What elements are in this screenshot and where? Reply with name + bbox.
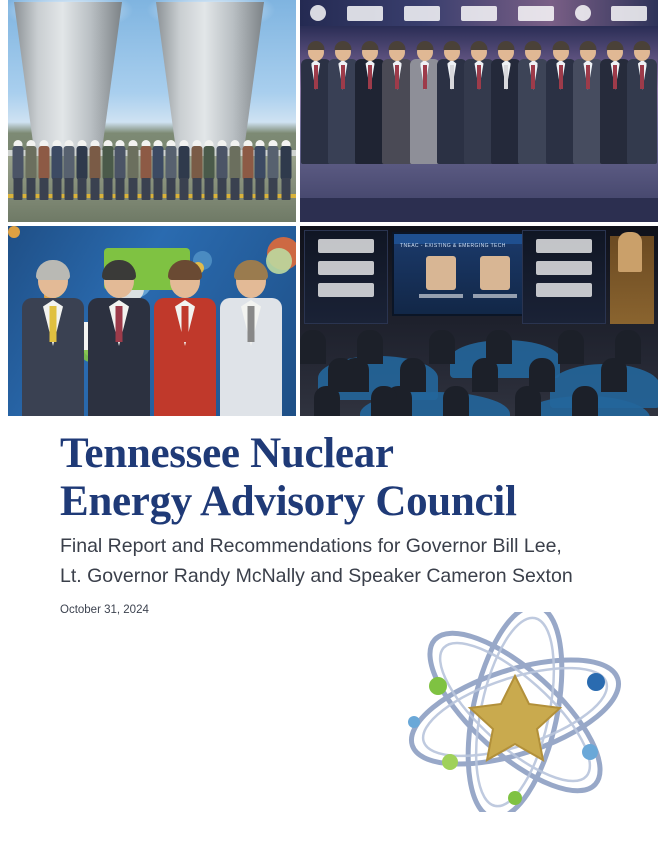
panel-logo-icon [318, 239, 374, 253]
stage-person [629, 41, 656, 212]
council-member-figure [152, 254, 218, 416]
worker-figure [178, 140, 191, 202]
worker-figure [216, 140, 229, 202]
display-bubble [8, 226, 20, 238]
worker-figure [88, 140, 101, 202]
worker-figure [241, 140, 254, 202]
stage-person [465, 41, 492, 212]
cooling-tower-right [156, 2, 264, 162]
stage-person [302, 41, 329, 212]
page-title-line2: Energy Advisory Council [60, 478, 517, 526]
page-subtitle-line2: Lt. Governor Randy McNally and Speaker Cameron Sexton [60, 564, 573, 587]
photo-stage-group [300, 0, 658, 222]
stage-person [547, 41, 574, 212]
worker-figure [50, 140, 63, 202]
worker-figure [114, 140, 127, 202]
sponsor-logo-icon [404, 6, 440, 21]
page-title [60, 430, 630, 526]
worker-figure [254, 140, 267, 202]
right-sponsor-panel [522, 230, 606, 324]
page-subtitle-line1: Final Report and Recommendations for Governor Bill Lee, [60, 535, 562, 557]
audience-tables [300, 320, 658, 416]
presentation-screen-title: TNEAC - EXISTING & EMERGING TECH [400, 243, 506, 249]
worker-figure [228, 140, 241, 202]
worker-figure [37, 140, 50, 202]
worker-figure [12, 140, 25, 202]
speaker-headshot [426, 256, 456, 290]
worker-figure [152, 140, 165, 202]
worker-group [12, 140, 292, 202]
photo-cooling-towers [8, 0, 296, 222]
worker-figure [203, 140, 216, 202]
worker-figure [139, 140, 152, 202]
audience-member [328, 358, 354, 392]
stage-person [574, 41, 601, 212]
photo-conference-panel [300, 226, 658, 416]
stage-person [438, 41, 465, 212]
stage-floor [300, 198, 658, 222]
audience-member [443, 386, 469, 416]
cover-text-block [0, 416, 658, 846]
worker-figure [101, 140, 114, 202]
audience-member [400, 358, 426, 392]
panel-logo-icon [536, 283, 592, 297]
stage-person [493, 41, 520, 212]
page-title-line1: Tennessee Nuclear [60, 430, 394, 477]
worker-figure [279, 140, 292, 202]
stage-person [356, 41, 383, 212]
stage-people-row [302, 26, 656, 212]
page-subtitle [60, 532, 620, 591]
speaker-caption [419, 294, 463, 298]
sponsor-logo-icon [518, 6, 554, 21]
speaker-caption [473, 294, 517, 298]
worker-figure [63, 140, 76, 202]
worker-figure [25, 140, 38, 202]
audience-member [615, 330, 641, 364]
worker-figure [76, 140, 89, 202]
sponsor-logo-icon [347, 6, 383, 21]
stage-person [411, 41, 438, 212]
stage-person [384, 41, 411, 212]
panel-logo-icon [318, 261, 374, 275]
stage-person [602, 41, 629, 212]
sponsor-logo-banner [300, 0, 658, 26]
panel-logo-icon [536, 261, 592, 275]
photo-four-members [8, 226, 296, 416]
stage-person [329, 41, 356, 212]
audience-member [572, 386, 598, 416]
audience-member [357, 330, 383, 364]
stage-person [520, 41, 547, 212]
audience-member [486, 330, 512, 364]
cooling-tower-left [14, 2, 122, 162]
sponsor-logo-icon [575, 5, 591, 21]
worker-figure [165, 140, 178, 202]
panel-logo-icon [536, 239, 592, 253]
council-member-figure [218, 254, 284, 416]
left-sponsor-panel [304, 230, 388, 324]
speaker-headshot [480, 256, 510, 290]
audience-member [529, 358, 555, 392]
audience-member [429, 330, 455, 364]
sponsor-logo-icon [461, 6, 497, 21]
worker-figure [127, 140, 140, 202]
atom-with-star-logo [390, 612, 640, 812]
sponsor-logo-icon [611, 6, 647, 21]
audience-member [558, 330, 584, 364]
cover-photo-collage [8, 0, 658, 416]
podium-speaker [618, 232, 642, 272]
publication-date: October 31, 2024 [60, 604, 149, 616]
audience-member [371, 386, 397, 416]
panel-logo-icon [318, 283, 374, 297]
worker-figure [267, 140, 280, 202]
sponsor-logo-icon [310, 5, 326, 21]
council-member-figure [86, 254, 152, 416]
audience-member [300, 330, 326, 364]
member-group [20, 254, 284, 416]
speaker-podium [610, 236, 654, 324]
council-member-figure [20, 254, 86, 416]
worker-figure [190, 140, 203, 202]
